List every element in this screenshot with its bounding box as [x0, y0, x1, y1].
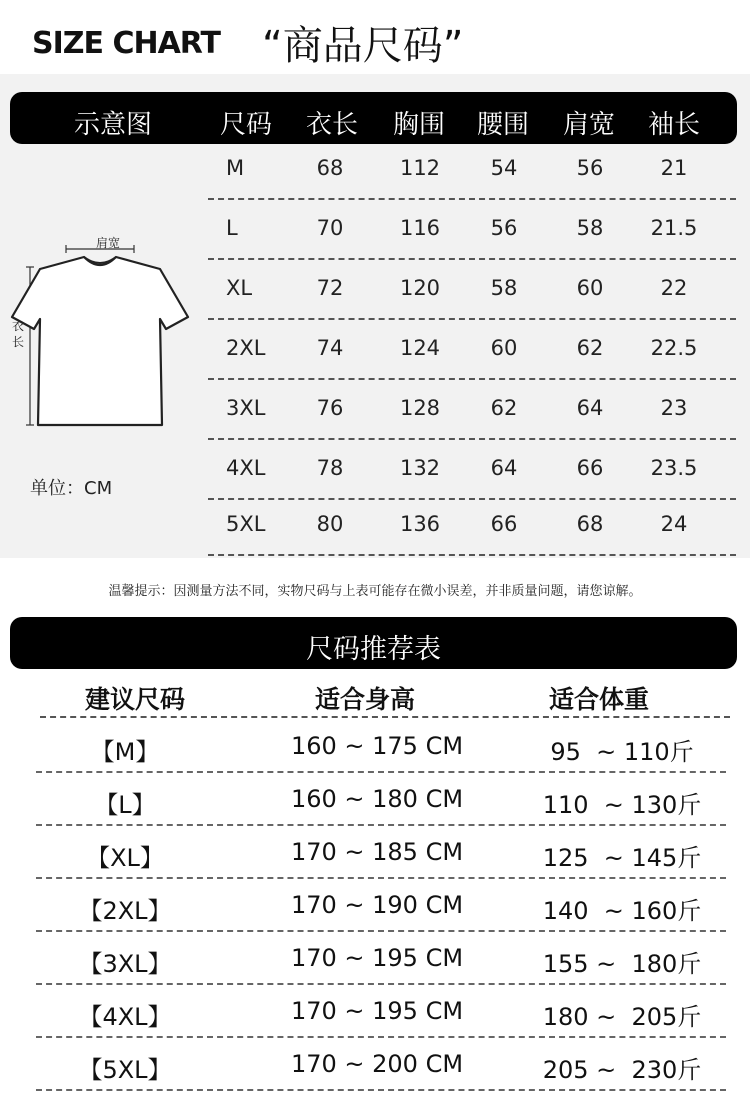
tshirt-diagram-icon: [10, 225, 200, 445]
measurement-cell: 132: [399, 456, 441, 480]
measurement-cell: 124: [399, 336, 441, 360]
size-row: [208, 442, 736, 500]
size-cell: M: [226, 156, 245, 180]
recommend-height-cell: 170 ~ 195 CM: [290, 944, 464, 972]
measurement-cell: 120: [399, 276, 441, 300]
header-shoulder: 肩宽: [562, 110, 615, 140]
recommend-row: [36, 879, 726, 932]
size-row: [208, 382, 736, 440]
recommend-weight-cell: 95 ~ 110斤: [550, 738, 694, 766]
recommend-height-cell: 170 ~ 185 CM: [290, 838, 464, 866]
size-table-header: [10, 92, 737, 144]
recommend-row: [36, 985, 726, 1038]
measurement-cell: 23.5: [650, 456, 698, 480]
diagram-length-label: 衣长: [12, 319, 25, 349]
recommend-height-cell: 170 ~ 190 CM: [290, 891, 464, 919]
size-cell: 4XL: [226, 456, 266, 480]
row-divider: [208, 554, 736, 556]
recommend-title: 尺码推荐表: [306, 634, 441, 665]
header-size: 尺码: [219, 110, 272, 140]
row-divider: [208, 198, 736, 200]
recommend-size-cell: 【M】: [90, 738, 160, 766]
measurement-cell: 62: [576, 336, 604, 360]
size-cell: XL: [226, 276, 253, 300]
recommend-size-cell: 【3XL】: [78, 950, 172, 978]
recommend-row: [36, 720, 726, 773]
recommend-height-cell: 160 ~ 175 CM: [290, 732, 464, 760]
measurement-cell: 76: [316, 396, 344, 420]
measurement-cell: 112: [399, 156, 441, 180]
measurement-cell: 22.5: [650, 336, 698, 360]
recommend-size-cell: 【L】: [94, 791, 156, 819]
header-diagram: 示意图: [73, 110, 152, 140]
title-chinese: “商品尺码”: [262, 23, 464, 69]
measurement-cell: 62: [490, 396, 518, 420]
title-english: SIZE CHART: [32, 26, 221, 61]
measurement-cell: 56: [576, 156, 604, 180]
row-divider: [208, 258, 736, 260]
divider: [40, 716, 730, 718]
measurement-cell: 66: [490, 512, 518, 536]
recommend-height-cell: 170 ~ 200 CM: [290, 1050, 464, 1078]
header-waist: 腰围: [476, 110, 529, 140]
recommend-weight-cell: 180 ~ 205斤: [542, 1003, 702, 1031]
recommend-row: [36, 1038, 726, 1091]
measurement-cell: 56: [490, 216, 518, 240]
measurement-cell: 68: [576, 512, 604, 536]
measurement-cell: 72: [316, 276, 344, 300]
measurement-cell: 21: [660, 156, 688, 180]
header-chest: 胸围: [392, 110, 445, 140]
measurement-cell: 58: [576, 216, 604, 240]
recommend-row: [36, 773, 726, 826]
size-row: [208, 498, 736, 556]
measurement-cell: 54: [490, 156, 518, 180]
measurement-cell: 60: [576, 276, 604, 300]
recommend-size-cell: 【5XL】: [78, 1056, 172, 1084]
row-divider: [36, 1089, 726, 1091]
col-header-height: 适合身高: [314, 685, 415, 714]
recommend-height-cell: 160 ~ 180 CM: [290, 785, 464, 813]
recommend-size-cell: 【2XL】: [78, 897, 172, 925]
unit-label: 单位：CM: [30, 478, 113, 499]
size-row: [208, 202, 736, 260]
col-header-weight: 适合体重: [548, 685, 649, 714]
measurement-cell: 70: [316, 216, 344, 240]
measurement-cell: 64: [490, 456, 518, 480]
measurement-cell: 78: [316, 456, 344, 480]
size-cell: 5XL: [226, 512, 266, 536]
recommend-weight-cell: 205 ~ 230斤: [542, 1056, 702, 1084]
measurement-cell: 128: [399, 396, 441, 420]
recommend-weight-cell: 140 ~ 160斤: [542, 897, 702, 925]
recommend-weight-cell: 125 ~ 145斤: [542, 844, 702, 872]
diagram-shoulder-label: 肩宽: [96, 236, 121, 250]
measurement-cell: 64: [576, 396, 604, 420]
recommend-size-cell: 【4XL】: [78, 1003, 172, 1031]
size-cell: 2XL: [226, 336, 266, 360]
recommend-weight-cell: 155 ~ 180斤: [542, 950, 702, 978]
row-divider: [208, 438, 736, 440]
measurement-cell: 136: [399, 512, 441, 536]
col-header-size: 建议尺码: [84, 685, 185, 714]
measurement-cell: 23: [660, 396, 688, 420]
size-cell: L: [226, 216, 238, 240]
recommend-row: [36, 932, 726, 985]
measurement-cell: 58: [490, 276, 518, 300]
recommend-weight-cell: 110 ~ 130斤: [542, 791, 702, 819]
size-row: [208, 262, 736, 320]
measurement-cell: 24: [660, 512, 688, 536]
recommend-row: [36, 826, 726, 879]
header-sleeve: 袖长: [647, 110, 700, 140]
measurement-cell: 21.5: [650, 216, 698, 240]
measurement-cell: 68: [316, 156, 344, 180]
recommend-table-header: [10, 617, 737, 669]
measurement-cell: 116: [399, 216, 441, 240]
row-divider: [208, 318, 736, 320]
size-row: [208, 142, 736, 200]
header-length: 衣长: [305, 110, 358, 140]
row-divider: [208, 378, 736, 380]
measurement-cell: 80: [316, 512, 344, 536]
recommend-height-cell: 170 ~ 195 CM: [290, 997, 464, 1025]
measurement-cell: 74: [316, 336, 344, 360]
title-bar: [0, 0, 750, 72]
measurement-cell: 66: [576, 456, 604, 480]
measurement-cell: 60: [490, 336, 518, 360]
size-cell: 3XL: [226, 396, 266, 420]
notice-text: 温馨提示：因测量方法不同，实物尺码与上表可能存在微小误差，并非质量问题，请您谅解。: [108, 584, 642, 599]
size-row: [208, 322, 736, 380]
measurement-cell: 22: [660, 276, 688, 300]
recommend-size-cell: 【XL】: [86, 844, 164, 872]
